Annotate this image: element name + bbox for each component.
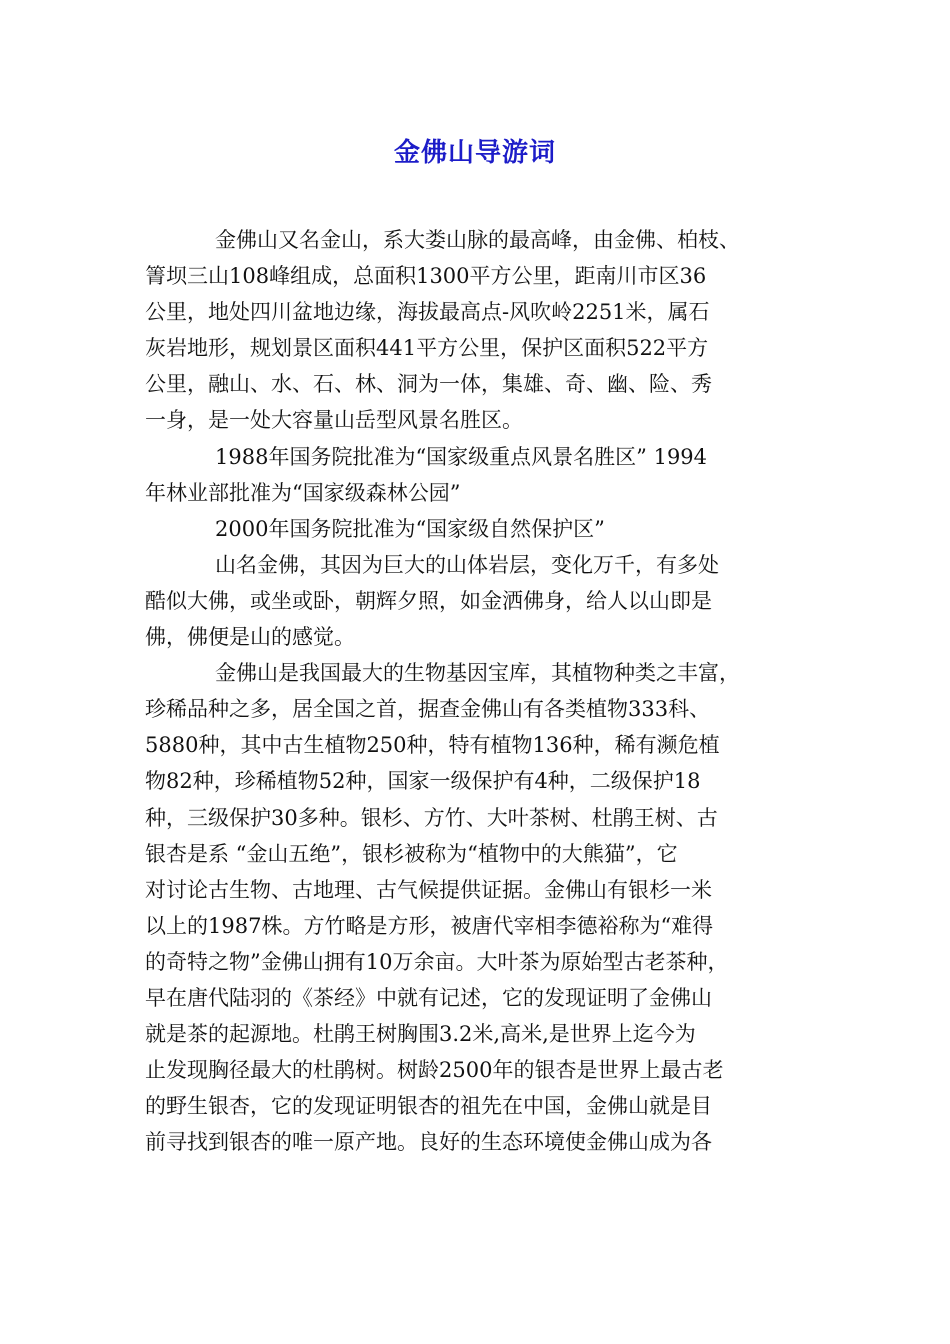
text-line: 的野生银杏，它的发现证明银杏的祖先在中国，金佛山就是目 [145, 1094, 712, 1119]
text-line: 早在唐代陆羽的《茶经》中就有记述，它的发现证明了金佛山 [145, 985, 712, 1010]
text-line: 的奇特之物”金佛山拥有10万余亩。大叶茶为原始型古老茶种， [145, 949, 729, 974]
text-line: 就是茶的起源地。杜鹃王树胸围3.2米,高米,是世界上迄今为 [145, 1022, 696, 1047]
text-line: 金佛山又名金山，系大娄山脉的最高峰，由金佛、柏枝、 [215, 228, 740, 252]
text-line: 种，三级保护30多种。银杉、方竹、大叶茶树、杜鹃王树、古 [145, 805, 718, 830]
text-line: 5880种，其中古生植物250种，特有植物136种，稀有濒危植 [145, 733, 720, 758]
text-line: 一身，是一处大容量山岳型风景名胜区。 [145, 408, 523, 433]
text-line: 以上的1987株。方竹略是方形，被唐代宰相李德裕称为“难得 [145, 913, 714, 938]
text-line: 酷似大佛，或坐或卧，朝辉夕照，如金洒佛身，给人以山即是 [145, 588, 712, 613]
text-line: 物82种，珍稀植物52种，国家一级保护有4种，二级保护18 [145, 769, 701, 794]
text-line: 灰岩地形，规划景区面积441平方公里，保护区面积522平方 [145, 336, 709, 361]
text-line: 箐坝三山108峰组成，总面积1300平方公里，距南川市区36 [145, 264, 707, 289]
text-line: 银杏是系 “金山五绝”，银杉被称为“植物中的大熊猫”，它 [145, 841, 678, 866]
text-line: 公里，融山、水、石、林、洞为一体，集雄、奇、幽、险、秀 [145, 372, 712, 397]
text-line: 止发现胸径最大的杜鹃树。树龄2500年的银杏是世界上最古老 [145, 1058, 724, 1083]
text-line: 2000年国务院批准为“国家级自然保护区” [215, 516, 605, 541]
text-line: 珍稀品种之多，居全国之首，据查金佛山有各类植物333科、 [145, 697, 711, 722]
text-line: 金佛山是我国最大的生物基因宝库，其植物种类之丰富， [215, 661, 740, 686]
text-line: 对讨论古生物、古地理、古气候提供证据。金佛山有银杉一米 [145, 877, 712, 902]
text-line: 佛，佛便是山的感觉。 [145, 625, 355, 650]
text-line: 前寻找到银杏的唯一原产地。良好的生态环境使金佛山成为各 [145, 1130, 712, 1155]
document-title: 金佛山导游词 [393, 138, 556, 168]
text-line: 公里，地处四川盆地边缘，海拔最高点-风吹岭2251米，属石 [145, 300, 710, 325]
text-line: 1988年国务院批准为“国家级重点风景名胜区” 1994 [215, 444, 708, 469]
text-line: 山名金佛，其因为巨大的山体岩层，变化万千，有多处 [215, 552, 719, 577]
text-line: 年林业部批准为“国家级森林公园” [145, 480, 461, 505]
document-body [145, 222, 809, 1160]
